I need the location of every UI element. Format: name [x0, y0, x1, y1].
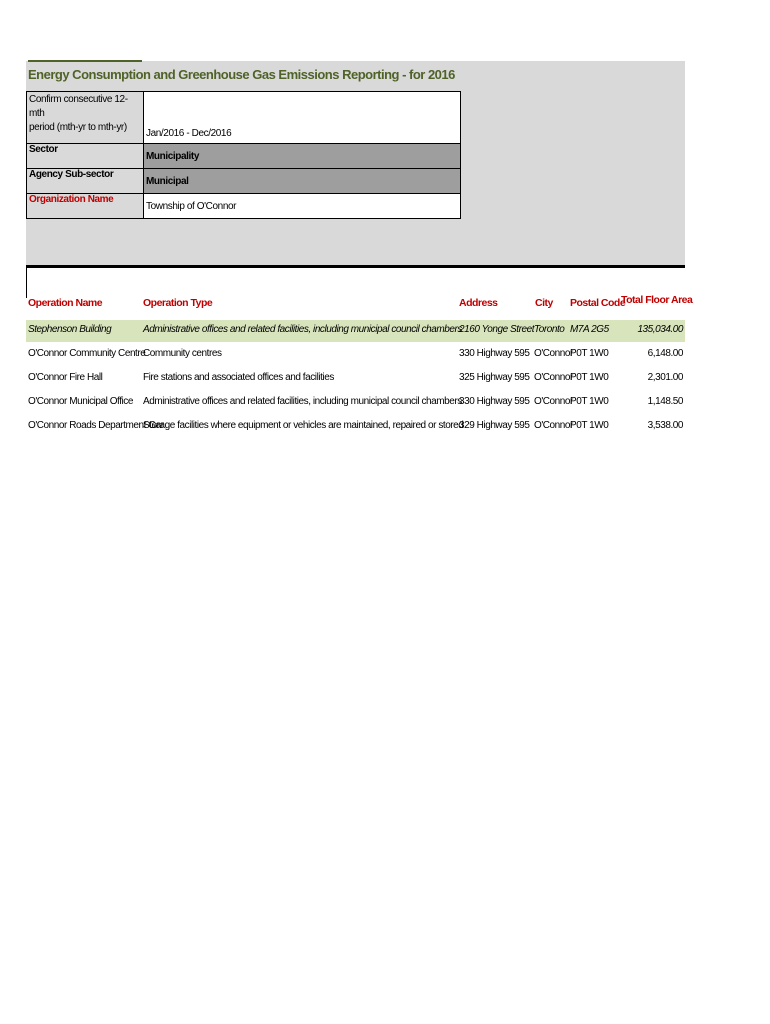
organization-info-table — [26, 91, 461, 219]
operation-type-cell: Fire stations and associated offices and facilities — [143, 372, 334, 383]
column-header-postal-code: Postal Code — [570, 297, 626, 309]
subsector-label: Agency Sub-sector — [27, 169, 144, 194]
address-cell: 2160 Yonge Street — [459, 324, 535, 335]
column-header-total-floor-area: Total Floor Area — [621, 294, 693, 306]
address-cell: 329 Highway 595 — [459, 420, 530, 431]
column-header-address: Address — [459, 297, 498, 309]
table-row[interactable] — [26, 344, 685, 366]
column-header-operation-name: Operation Name — [28, 297, 103, 309]
column-header-operation-type: Operation Type — [143, 297, 213, 309]
floor-area-cell: 135,034.00 — [637, 324, 683, 335]
section-divider — [26, 265, 685, 268]
operation-type-cell: Administrative offices and related facilities, including municipal council chambers — [143, 324, 462, 335]
postal-code-cell: P0T 1W0 — [570, 420, 609, 431]
section-left-border — [26, 265, 27, 298]
floor-area-cell: 3,538.00 — [647, 420, 683, 431]
operation-name-cell: Stephenson Building — [28, 324, 112, 335]
title-top-border — [28, 60, 142, 62]
column-header-city: City — [535, 297, 553, 309]
table-row[interactable] — [26, 368, 685, 390]
period-label-line2: period (mth-yr to mth-yr) — [29, 122, 127, 133]
floor-area-cell: 1,148.50 — [647, 396, 683, 407]
operation-type-cell: Storage facilities where equipment or vehicles are maintained, repaired or stored — [143, 420, 464, 431]
organization-name-cell[interactable]: Township of O'Connor — [144, 194, 461, 219]
sector-label: Sector — [27, 144, 144, 169]
subsector-value-cell[interactable]: Municipal — [144, 169, 461, 194]
floor-area-cell: 2,301.00 — [647, 372, 683, 383]
operation-name-cell: O'Connor Community Centre — [28, 348, 146, 359]
city-cell: O'Connor — [534, 348, 573, 359]
operation-name-cell: O'Connor Fire Hall — [28, 372, 103, 383]
table-row[interactable] — [26, 320, 685, 342]
address-cell: 325 Highway 595 — [459, 372, 530, 383]
address-cell: 330 Highway 595 — [459, 396, 530, 407]
postal-code-cell: M7A 2G5 — [570, 324, 609, 335]
table-row[interactable] — [26, 392, 685, 414]
report-title: Energy Consumption and Greenhouse Gas Emissions Reporting - for 2016 — [28, 67, 455, 82]
address-cell: 330 Highway 595 — [459, 348, 530, 359]
postal-code-cell: P0T 1W0 — [570, 372, 609, 383]
floor-area-cell: 6,148.00 — [647, 348, 683, 359]
city-cell: O'Connor — [534, 372, 573, 383]
table-row[interactable] — [26, 416, 685, 438]
period-label — [27, 92, 144, 144]
operation-type-cell: Community centres — [143, 348, 222, 359]
postal-code-cell: P0T 1W0 — [570, 348, 609, 359]
organization-name-label: Organization Name — [27, 194, 144, 219]
city-cell: Toronto — [534, 324, 565, 335]
period-label-line1: Confirm consecutive 12-mth — [29, 94, 128, 119]
city-cell: O'Connor — [534, 420, 573, 431]
city-cell: O'Connor — [534, 396, 573, 407]
operation-name-cell: O'Connor Roads Department Gar — [28, 420, 164, 431]
operation-name-cell: O'Connor Municipal Office — [28, 396, 133, 407]
sector-value-cell[interactable]: Municipality — [144, 144, 461, 169]
postal-code-cell: P0T 1W0 — [570, 396, 609, 407]
operation-type-cell: Administrative offices and related facilities, including municipal council chambers — [143, 396, 462, 407]
period-value-cell[interactable]: Jan/2016 - Dec/2016 — [144, 92, 461, 144]
